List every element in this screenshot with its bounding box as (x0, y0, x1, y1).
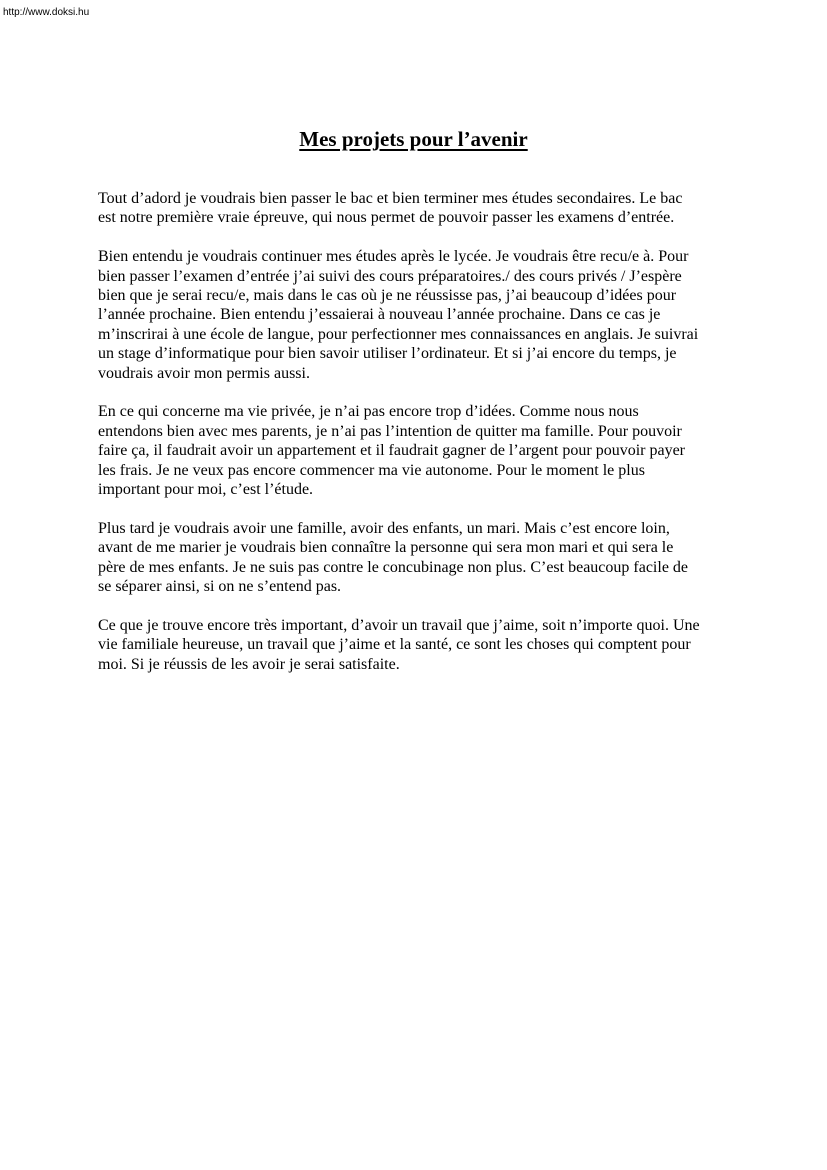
text-line: Ce que je trouve encore très important, d’avoir un travail que j’aime, soit n’importe quoi. Une (98, 616, 700, 634)
paragraph-vie-privee (98, 402, 730, 499)
text-line: Tout d’adord je voudrais bien passer le bac et bien terminer mes études secondaires. Le bac (98, 190, 683, 207)
text-line: Plus tard je voudrais avoir une famille, avoir des enfants, un mari. Mais c’est encore loin, (98, 519, 670, 537)
text-line: m’inscrirai à une école de langue, pour perfectionner mes connaissances en anglais. Je suivrai (98, 325, 699, 343)
text-line: les frais. Je ne veux pas encore commencer ma vie autonome. Pour le moment le plus (98, 461, 645, 479)
text-line: Bien entendu je voudrais continuer mes études après le lycée. Je voudrais être recu/e à. Pour (98, 248, 689, 266)
paragraph-etudes (98, 247, 730, 383)
text-line: entendons bien avec mes parents, je n’ai pas l’intention de quitter ma famille. Pour pouvoir (98, 422, 682, 440)
paragraph-bac (98, 189, 730, 228)
text-line: En ce qui concerne ma vie privée, je n’ai pas encore trop d’idées. Comme nous nous (98, 403, 639, 421)
text-line: avant de me marier je voudrais bien connaître la personne qui sera mon mari et qui sera le (98, 539, 674, 557)
text-line: vie familiale heureuse, un travail que j’aime et la santé, ce sont les choses qui comptent pour (98, 636, 691, 654)
text-line: père de mes enfants. Je ne suis pas contre le concubinage non plus. C’est beaucoup facile de (98, 558, 689, 576)
document-body (98, 189, 730, 693)
paragraph-important (98, 616, 730, 674)
text-line: bien que je serai recu/e, mais dans le cas où je ne réussisse pas, j’ai beaucoup d’idées pour (98, 287, 677, 305)
text-line: important pour moi, c’est l’étude. (98, 481, 314, 499)
paragraph-famille (98, 519, 730, 597)
document-title: Mes projets pour l’avenir (299, 127, 528, 151)
text-line: se séparer ainsi, si on ne s’entend pas. (98, 578, 342, 596)
text-line: un stage d’informatique pour bien savoir utiliser l’ordinateur. Et si j’ai encore du temps, je (98, 345, 677, 363)
text-line: faire ça, il faudrait avoir un appartement et il faudrait gagner de l’argent pour pouvoir payer (98, 442, 686, 460)
text-line: l’année prochaine. Bien entendu j’essaierai à nouveau l’année prochaine. Dans ce cas je (98, 306, 661, 324)
source-url: http://www.doksi.hu (3, 7, 90, 18)
text-line: voudrais avoir mon permis aussi. (98, 364, 310, 382)
text-line: bien passer l’examen d’entrée j’ai suivi des cours préparatoires./ des cours privés / J’espère (98, 267, 682, 285)
text-line: moi. Si je réussis de les avoir je serai satisfaite. (98, 655, 400, 673)
text-line: est notre première vraie épreuve, qui nous permet de pouvoir passer les examens d’entrée. (98, 209, 675, 227)
